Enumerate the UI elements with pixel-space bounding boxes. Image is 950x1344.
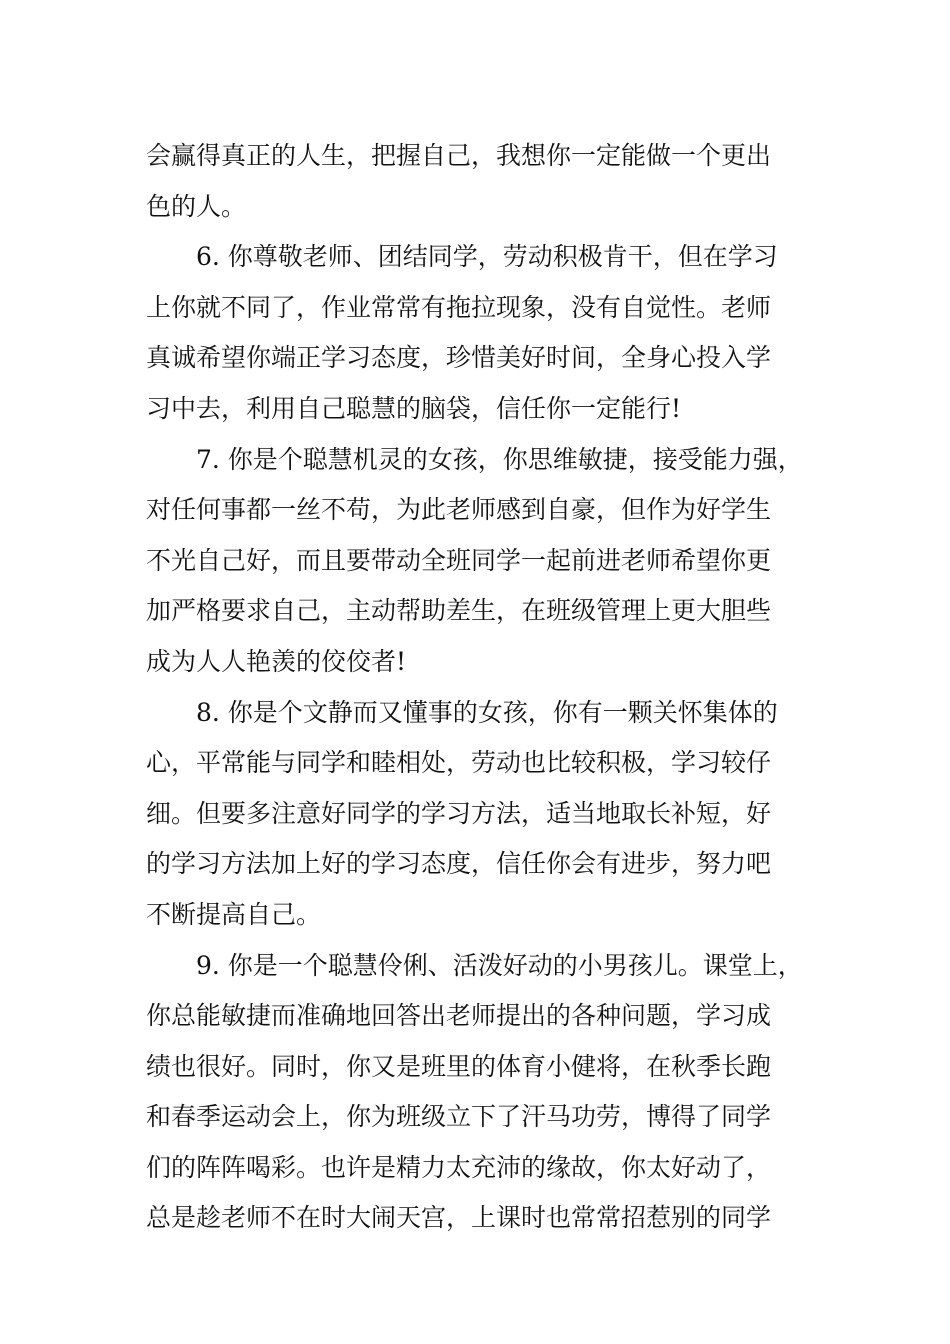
paragraph-first-line: 8. 你是个文静而又懂事的女孩，你有一颗关怀集体的	[196, 697, 778, 727]
text-line: 习中去，利用自己聪慧的脑袋，信任你一定能行!	[146, 393, 682, 423]
text-line: 真诚希望你端正学习态度，珍惜美好时间，全身心投入学	[146, 343, 772, 373]
text-line: 们的阵阵喝彩。也许是精力太充沛的缘故，你太好动了，	[146, 1152, 772, 1182]
text-line: 总是趁老师不在时大闹天宫，上课时也常常招惹别的同学	[146, 1203, 772, 1233]
text-line: 和春季运动会上，你为班级立下了汗马功劳，博得了同学	[146, 1102, 772, 1132]
text-line: 心，平常能与同学和睦相处，劳动也比较积极，学习较仔	[146, 748, 772, 778]
text-line: 上你就不同了，作业常常有拖拉现象，没有自觉性。老师	[146, 292, 772, 322]
text-line: 你总能敏捷而准确地回答出老师提出的各种问题，学习成	[146, 1001, 772, 1031]
text-line: 的学习方法加上好的学习态度，信任你会有进步，努力吧	[146, 849, 772, 879]
text-line: 色的人。	[146, 191, 247, 221]
text-line: 加严格要求自己，主动帮助差生，在班级管理上更大胆些	[146, 596, 772, 626]
text-line: 绩也很好。同时，你又是班里的体育小健将，在秋季长跑	[146, 1051, 772, 1081]
paragraph-first-line: 9. 你是一个聪慧伶俐、活泼好动的小男孩儿。课堂上，	[196, 950, 803, 980]
text-line: 对任何事都一丝不苟，为此老师感到自豪，但作为好学生	[146, 495, 772, 525]
text-line: 成为人人艳羡的佼佼者!	[146, 646, 407, 676]
paragraph-first-line: 7. 你是个聪慧机灵的女孩，你思维敏捷，接受能力强，	[196, 444, 803, 474]
text-line: 不断提高自己。	[146, 899, 322, 929]
text-line: 不光自己好，而且要带动全班同学一起前进老师希望你更	[146, 545, 772, 575]
text-line: 会赢得真正的人生，把握自己，我想你一定能做一个更出	[146, 141, 772, 170]
document-body	[146, 131, 826, 1244]
text-line: 细。但要多注意好同学的学习方法，适当地取长补短，好	[146, 798, 772, 828]
paragraph-first-line: 6. 你尊敬老师、团结同学，劳动积极肯干，但在学习	[196, 242, 778, 272]
